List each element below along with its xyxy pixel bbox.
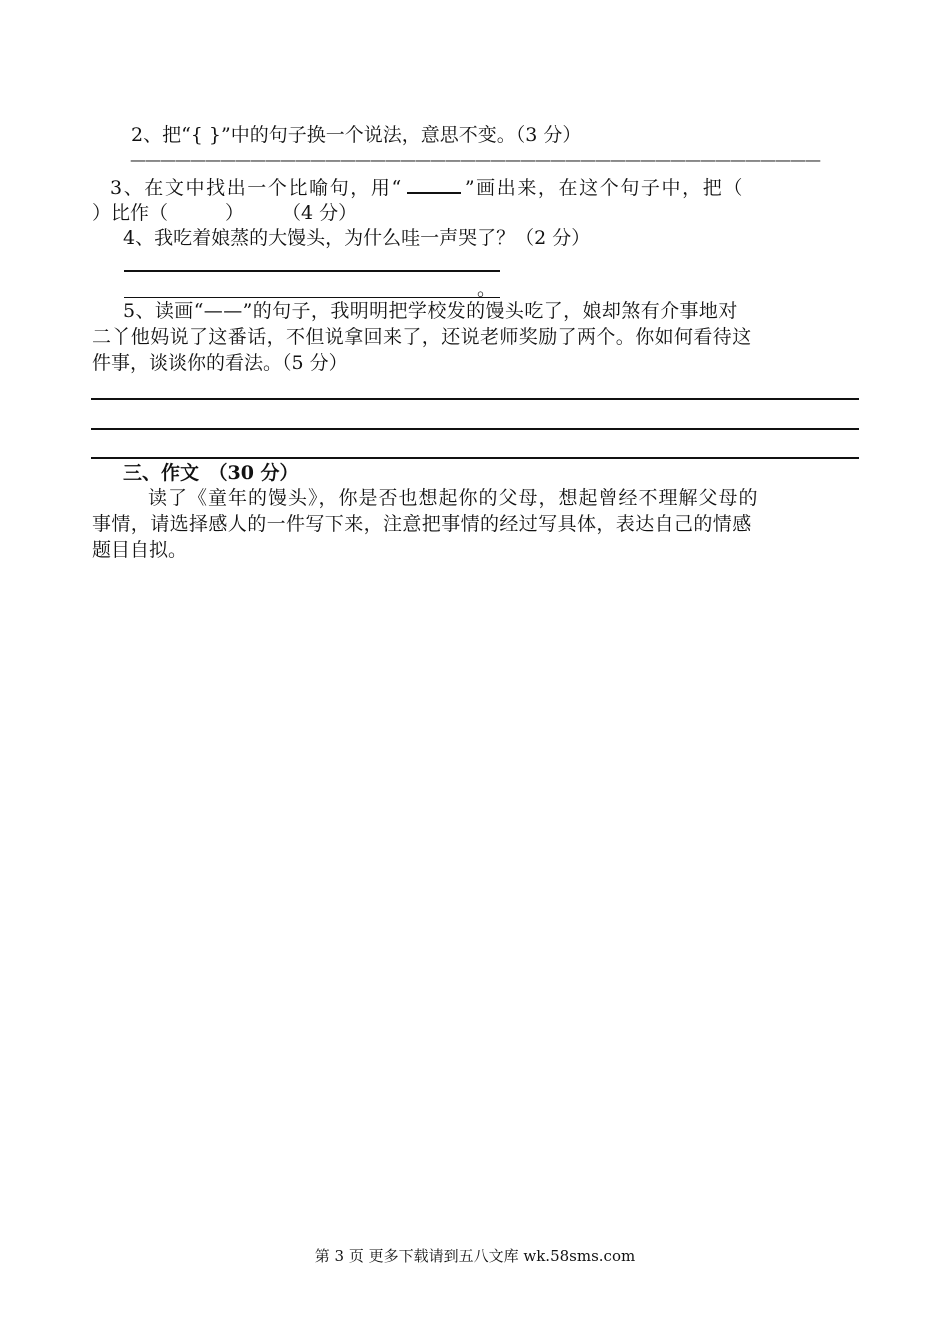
- question-2: 2、把“{ }”中的句子换一个说法，意思不变。（3 分）: [131, 124, 582, 146]
- question-5-line1: 5、读画“——”的句子，我明明把学校发的馒头吃了，娘却煞有介事地对: [123, 300, 738, 322]
- page-footer: 第 3 页 更多下载请到五八文库 wk.58sms.com: [314, 1247, 636, 1265]
- essay-prompt-line2: 事情，请选择感人的一件写下来，注意把事情的经过写具体，表达自己的情感: [92, 513, 752, 535]
- answer-dash-line: ——————————————————————————————————————————————: [130, 150, 820, 169]
- answer-line-q4-1: [124, 270, 500, 272]
- answer-period: 。: [477, 278, 497, 300]
- question-3-line1: [110, 174, 744, 201]
- section-3-title: 三、作文 （30 分）: [123, 462, 299, 484]
- answer-line-q5-1: [91, 398, 859, 400]
- answer-line-q5-2: [91, 428, 859, 430]
- answer-line-q5-3: [91, 457, 859, 459]
- question-3-prefix: 3、在文中找出一个比喻句，用“: [110, 177, 403, 199]
- question-4: 4、我吃着娘蒸的大馒头，为什么哇一声哭了？（2 分）: [123, 227, 591, 249]
- underline-blank: [407, 174, 461, 194]
- question-5-line2: 二丫他妈说了这番话，不但说拿回来了，还说老师奖励了两个。你如何看待这: [92, 326, 752, 348]
- question-3-suffix: ”画出来，在这个句子中，把（: [464, 177, 744, 199]
- question-5-line3: 件事，谈谈你的看法。（5 分）: [92, 352, 348, 374]
- essay-prompt-line1: 读了《童年的馒头》，你是否也想起你的父母，想起曾经不理解父母的: [148, 487, 759, 509]
- essay-prompt-line3: 题目自拟。: [92, 539, 188, 561]
- question-3-line2: ）比作（ ） （4 分）: [92, 202, 358, 224]
